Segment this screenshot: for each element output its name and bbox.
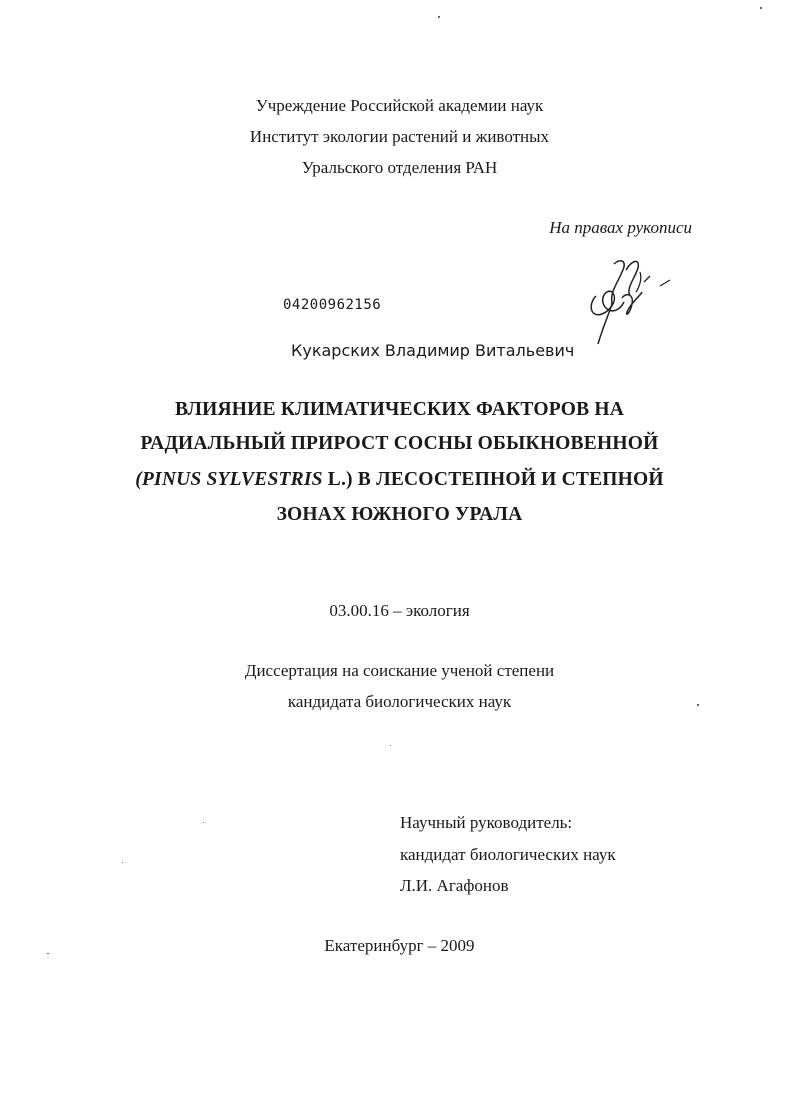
species-author: L.) [322,469,353,490]
supervisor-name: Л.И. Агафонов [400,876,509,895]
degree-line-1: Диссертация на соискание ученой степени [244,661,555,680]
species-name: (PINUS SYLVESTRIS [135,469,323,490]
scan-speck [47,953,49,954]
scan-speck [203,822,204,823]
institution-line-3: Уральского отделения РАН [301,158,498,177]
supervisor-degree: кандидат биологических наук [400,845,616,864]
scan-speck [438,16,440,18]
catalog-number: 04200962156 [283,297,382,313]
place-year: Екатеринбург – 2009 [324,936,475,955]
supervisor-label: Научный руководитель: [400,813,573,832]
title-line-1: ВЛИЯНИЕ КЛИМАТИЧЕСКИХ ФАКТОРОВ НА [174,399,625,420]
author-name: Кукарских Владимир Витальевич [291,341,575,360]
title-line-4: ЗОНАХ ЮЖНОГО УРАЛА [276,504,523,525]
title-line-2: РАДИАЛЬНЫЙ ПРИРОСТ СОСНЫ ОБЫКНОВЕННОЙ [140,433,659,454]
title-line-3 [0,470,799,490]
institution-line-2: Институт экологии растений и животных [249,127,550,146]
institution-line-1: Учреждение Российской академии наук [255,96,544,115]
degree-line-2: кандидата биологических наук [287,692,512,711]
scan-speck [697,704,699,706]
title-line-3-rest: В ЛЕСОСТЕПНОЙ И СТЕПНОЙ [352,469,664,490]
scan-speck [760,7,762,9]
rights-notice: На правах рукописи [549,218,692,237]
specialty: 03.00.16 – экология [329,601,470,620]
signature-icon [582,252,682,350]
scan-speck [122,862,123,863]
scan-speck [390,745,391,746]
